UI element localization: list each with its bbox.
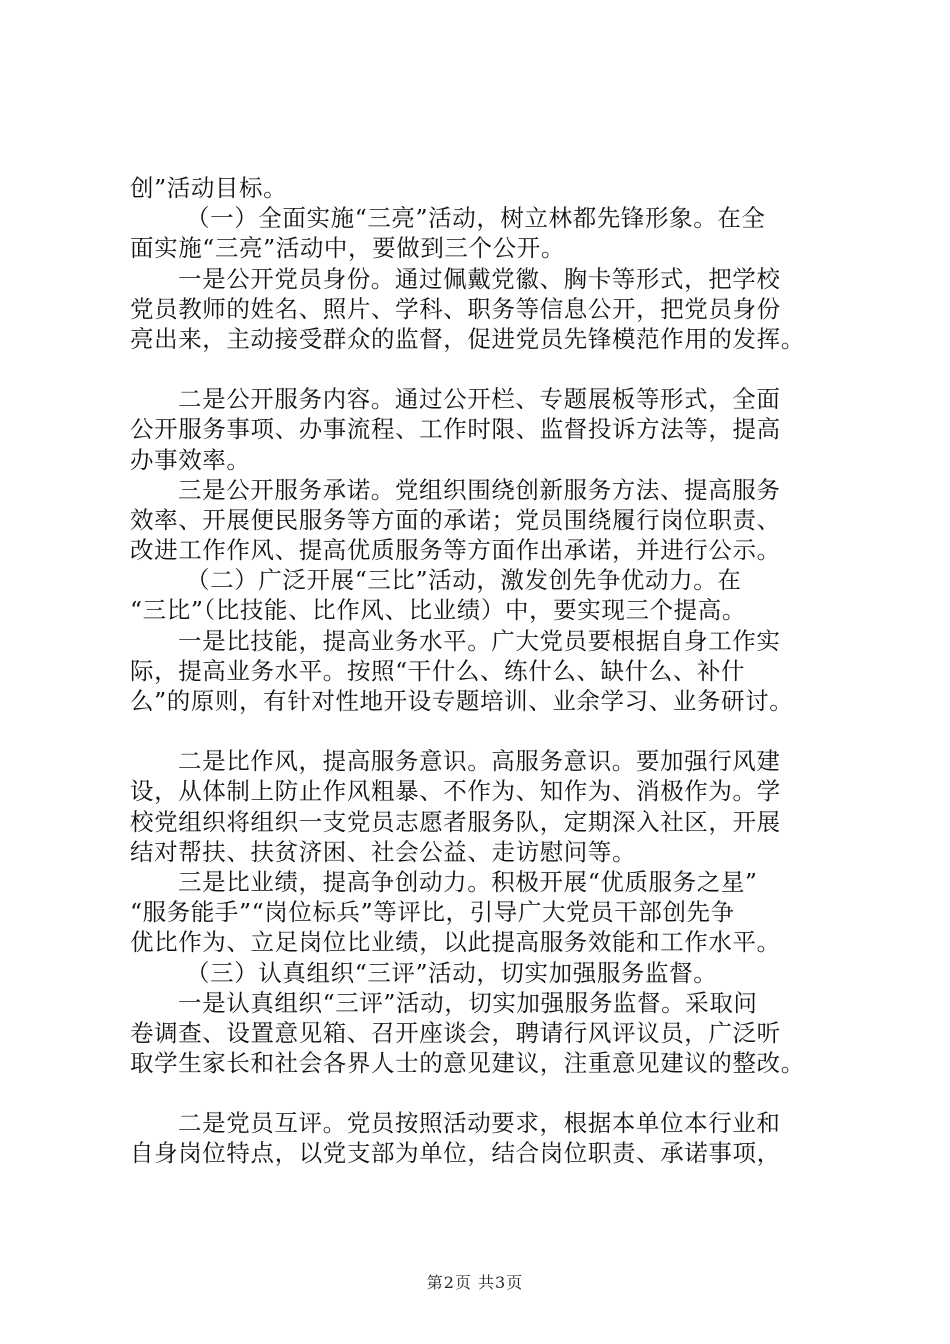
document-body [130,173,835,1169]
paragraph-start: 三是比业绩，提高争创动力。积极开展“优质服务之星” [178,867,758,896]
text-line: 设，从体制上防止作风粗暴、不作为、知作为、消极作为。学 [130,777,781,806]
paragraph-gap [130,1078,835,1108]
text-line: 自身岗位特点，以党支部为单位，结合岗位职责、承诺事项， [130,1139,781,1168]
section-heading: （三）认真组织“三评”活动，切实加强服务监督。 [186,958,718,987]
text-line: 面实施“三亮”活动中，要做到三个公开。 [130,234,565,263]
text-line: “服务能手”“岗位标兵”等评比，引导广大党员干部创先争 [130,898,735,927]
text-line: 取学生家长和社会各界人士的意见建议，注重意见建议的整改。 [130,1049,805,1078]
text-line: 党员教师的姓名、照片、学科、职务等信息公开，把党员身份 [130,294,781,323]
text-line: 际，提高业务水平。按照“干什么、练什么、缺什么、补什 [130,656,746,685]
paragraph-start: 二是比作风，提高服务意识。高服务意识。要加强行风建 [178,747,781,776]
text-line: 校党组织将组织一支党员志愿者服务队，定期深入社区，开展 [130,807,781,836]
page-footer: 第2页 共3页 [426,1273,524,1292]
text-line: 公开服务事项、办事流程、工作时限、监督投诉方法等，提高 [130,415,781,444]
text-line: 优比作为、立足岗位比业绩，以此提高服务效能和工作水平。 [130,928,781,957]
paragraph-gap [130,716,835,746]
section-heading: （二）广泛开展“三比”活动，激发创先争优动力。在 [186,566,742,595]
paragraph-start: 一是认真组织“三评”活动，切实加强服务监督。采取问 [178,988,758,1017]
text-line: 办事效率。 [130,445,251,474]
paragraph-start: 二是公开服务内容。通过公开栏、专题展板等形式，全面 [178,385,781,414]
text-line: 么”的原则，有针对性地开设专题培训、业余学习、业务研讨。 [130,687,794,715]
text-line: 改进工作作风、提高优质服务等方面作出承诺，并进行公示。 [130,536,781,565]
section-heading: （一）全面实施“三亮”活动，树立林都先锋形象。在全 [186,204,766,233]
text-line: 效率、开展便民服务等方面的承诺；党员围绕履行岗位职责、 [130,505,781,534]
paragraph-gap [130,354,835,384]
text-line: 创”活动目标。 [130,174,288,202]
paragraph-start: 一是比技能，提高业务水平。广大党员要根据自身工作实 [178,626,781,655]
text-line: 结对帮扶、扶贫济困、社会公益、走访慰问等。 [130,837,637,866]
paragraph-start: 一是公开党员身份。通过佩戴党徽、胸卡等形式，把学校 [178,264,781,293]
text-line: 亮出来，主动接受群众的监督，促进党员先锋模范作用的发挥。 [130,324,805,353]
text-line: 卷调查、设置意见箱、召开座谈会，聘请行风评议员，广泛听 [130,1018,781,1047]
text-line: “三比”（比技能、比作风、比业绩）中，要实现三个提高。 [130,596,746,625]
paragraph-start: 三是公开服务承诺。党组织围绕创新服务方法、提高服务 [178,475,781,504]
paragraph-start: 二是党员互评。党员按照活动要求，根据本单位本行业和 [178,1109,781,1138]
